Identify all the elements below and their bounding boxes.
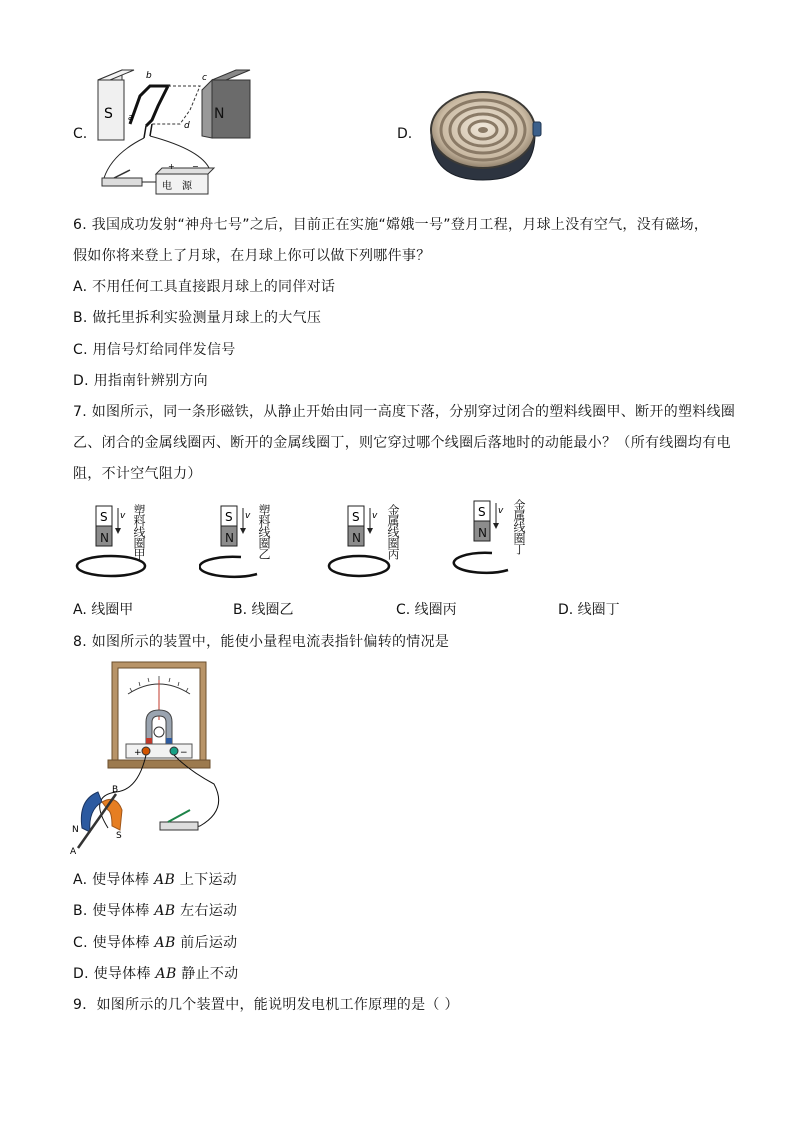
- q7-stem-line-3: 阻，不计空气阻力）: [73, 466, 202, 482]
- q7-coil-1-label: 塑料线圈甲: [132, 504, 146, 559]
- q7-option-d: D. 线圈丁: [558, 602, 620, 618]
- q7-magnet-1-n: N: [100, 531, 109, 545]
- q7-magnet-4-n: N: [478, 526, 487, 540]
- q7-magnet-2-s: S: [225, 510, 233, 524]
- q7-coil-4-label: 金属线圈丁: [512, 499, 526, 554]
- power-plus-label: +: [168, 162, 175, 171]
- q7-magnet-1-s: S: [100, 510, 108, 524]
- magnet-s-pole-label: S: [116, 831, 122, 841]
- q8-option-b: B. 使导体棒 AB 左右运动: [73, 903, 238, 919]
- q6-stem-line-1: 6. 我国成功发射“神舟七号”之后，目前正在实施“嫦娥一号”登月工程，月球上没有空气，没有磁场，: [73, 217, 709, 233]
- q7-figure-4: [452, 495, 532, 581]
- rod-a-label: A: [70, 847, 77, 857]
- q8-stem: 8. 如图所示的装置中，能使小量程电流表指针偏转的情况是: [73, 634, 450, 650]
- q7-option-c: C. 线圈丙: [396, 602, 457, 618]
- power-minus-label: −: [192, 162, 199, 171]
- magnet-n-pole-label: N: [72, 825, 79, 835]
- q7-option-b: B. 线圈乙: [233, 602, 294, 618]
- q8-option-a: A. 使导体棒 AB 上下运动: [73, 872, 238, 888]
- q7-figure-3: [326, 500, 406, 586]
- galvanometer-minus-label: −: [180, 748, 188, 758]
- q7-velocity-3: v: [372, 511, 378, 521]
- q7-figure-2: [199, 500, 279, 586]
- magnet-s-label: S: [104, 106, 113, 122]
- q5-option-c-letter: C.: [73, 126, 88, 142]
- q8-option-d: D. 使导体棒 AB 静止不动: [73, 966, 239, 982]
- power-label: 电 源: [162, 181, 192, 192]
- q7-option-a: A. 线圈甲: [73, 602, 134, 618]
- q7-coil-3-label: 金属线圈丙: [386, 504, 400, 559]
- coil-d-label: d: [184, 121, 190, 131]
- q7-stem-line-1: 7. 如图所示，同一条形磁铁，从静止开始由同一高度下落，分别穿过闭合的塑料线圈甲、断开的塑料线圈: [73, 404, 736, 420]
- q6-stem-line-2: 假如你将来登上了月球，在月球上你可以做下列哪件事？: [73, 248, 431, 264]
- q6-option-d: D. 用指南针辨别方向: [73, 373, 208, 389]
- q7-velocity-2: v: [245, 511, 251, 521]
- galvanometer-plus-label: +: [134, 748, 142, 758]
- q7-velocity-4: v: [498, 506, 504, 516]
- q9-stem: 9．如图所示的几个装置中，能说明发电机工作原理的是（ ）: [73, 997, 459, 1013]
- coil-c-label: c: [202, 73, 207, 83]
- magnet-n-label: N: [214, 106, 225, 122]
- q7-coil-2-label: 塑料线圈乙: [257, 504, 271, 559]
- q7-magnet-3-n: N: [352, 531, 361, 545]
- q8-option-c: C. 使导体棒 AB 前后运动: [73, 935, 238, 951]
- q6-option-a: A. 不用任何工具直接跟月球上的同伴对话: [73, 279, 336, 295]
- q7-stem-line-2: 乙、闭合的金属线圈丙、断开的金属线圈丁，则它穿过哪个线圈后落地时的动能最小？（所有线圈均有电: [73, 435, 731, 451]
- coil-a-label: a: [128, 113, 134, 123]
- q5-option-c-figure: [92, 66, 252, 196]
- coil-b-label: b: [146, 71, 152, 81]
- q7-magnet-2-n: N: [225, 531, 234, 545]
- q7-figure-1: [74, 500, 154, 586]
- q8-galvanometer-figure: [68, 660, 228, 858]
- q7-magnet-3-s: S: [352, 510, 360, 524]
- q6-option-b: B. 做托里拆利实验测量月球上的大气压: [73, 310, 322, 326]
- rod-b-label: B: [112, 785, 119, 795]
- q7-magnet-4-s: S: [478, 505, 486, 519]
- q7-velocity-1: v: [120, 511, 126, 521]
- q5-option-d-letter: D.: [397, 126, 413, 142]
- q5-option-d-hotplate-figure: [425, 82, 547, 186]
- q6-option-c: C. 用信号灯给同伴发信号: [73, 342, 236, 358]
